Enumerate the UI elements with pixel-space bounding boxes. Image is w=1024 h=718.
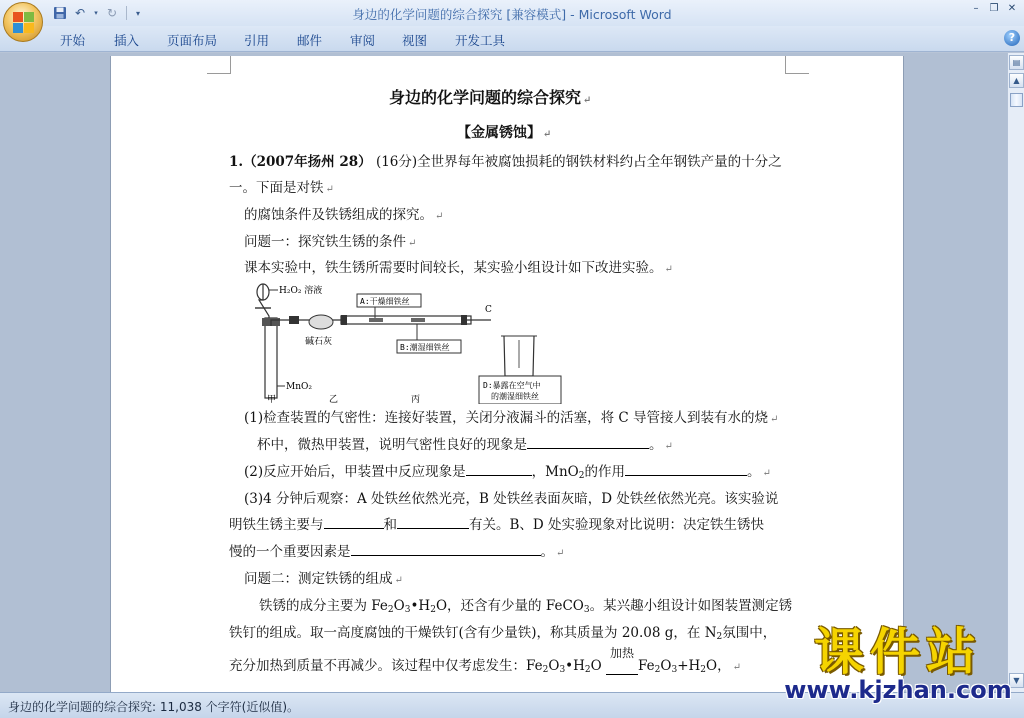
redo-icon[interactable]: ↻	[106, 6, 118, 20]
d-label-line-1: D:暴露在空气中	[483, 381, 541, 390]
ruler-toggle-icon[interactable]: ▤	[1009, 55, 1024, 70]
crop-mark	[207, 56, 231, 74]
scroll-down-icon[interactable]: ▼	[1009, 673, 1024, 688]
question-part-2: (2)反应开始后，甲装置中反应现象是 ，MnO$_2$的作用 。 ↵	[244, 464, 771, 481]
answer-blank[interactable]	[397, 516, 469, 529]
lime-label: 碱石灰	[305, 337, 333, 347]
rubber-connector	[341, 315, 347, 325]
answer-blank[interactable]	[466, 463, 532, 476]
scroll-up-icon[interactable]: ▲	[1009, 73, 1024, 88]
question-1-intro: 1.（2007年扬州 28） (16分)全世界每年被腐蚀损耗的钢铁材料约占全年钢铁产量的十分之	[229, 154, 782, 170]
restore-icon[interactable]: ❐	[989, 3, 999, 14]
document-title: 身边的化学问题的综合探究 ↵	[389, 88, 592, 107]
help-icon[interactable]: ?	[1004, 30, 1020, 46]
question-part-3: (3)4 分钟后观察：A 处铁丝依然光亮，B 处铁丝表面灰暗，D 处铁丝依然光亮。该实验说	[244, 491, 779, 507]
answer-blank[interactable]	[625, 463, 747, 476]
iron-wire-b	[411, 318, 425, 322]
bing-label: 丙	[411, 395, 421, 404]
problem-2-heading: 问题二：测定铁锈的组成 ↵	[244, 571, 403, 587]
undo-icon[interactable]: ↶	[74, 6, 86, 20]
document-page[interactable]	[110, 56, 904, 692]
scroll-thumb[interactable]	[1010, 93, 1023, 107]
tab-page-layout[interactable]: 页面布局	[167, 33, 218, 48]
h2o2-label: H₂O₂ 溶液	[279, 286, 323, 296]
status-word-count[interactable]: 身边的化学问题的综合探究: 11,038 个字符(近似值)。	[8, 700, 300, 714]
tab-developer[interactable]: 开发工具	[455, 33, 506, 48]
tab-mailings[interactable]: 邮件	[297, 33, 323, 48]
iron-wire-a	[369, 318, 383, 322]
tab-review[interactable]: 审阅	[350, 33, 376, 48]
rubber-connector	[289, 316, 299, 324]
paragraph: 的腐蚀条件及铁锈组成的探究。 ↵	[244, 207, 444, 223]
answer-blank[interactable]	[527, 436, 649, 449]
crop-mark	[785, 56, 809, 74]
b-label: B:潮湿细铁丝	[400, 343, 450, 352]
minimize-icon[interactable]: –	[973, 3, 979, 14]
ribbon-tab-bar	[0, 26, 1024, 52]
glass-tube-bing	[341, 316, 471, 324]
drying-tube-bulb	[309, 315, 333, 329]
tab-insert[interactable]: 插入	[114, 33, 140, 48]
tab-view[interactable]: 视图	[402, 33, 428, 48]
watermark-title: 课件站	[814, 623, 982, 681]
window-title: 身边的化学问题的综合探究 [兼容模式] - Microsoft Word	[352, 7, 672, 22]
paragraph: 铁钉的组成。取一高度腐蚀的干燥铁钉(含有少量铁)，称其质量为 20.08 g，在 $N_2$氛围中，	[229, 625, 777, 642]
office-button[interactable]	[3, 2, 43, 42]
question-part-3-end: 慢的一个重要因素是 。 ↵	[229, 544, 565, 560]
answer-blank[interactable]	[324, 516, 384, 529]
yi-label: 乙	[329, 395, 339, 404]
answer-blank[interactable]	[351, 543, 541, 556]
watermark	[772, 612, 1024, 718]
paragraph: 铁锈的成分主要为 $Fe_2O_3•H_2O$，还含有少量的 FeCO$_3$。某兴趣小组设计如图装置测定锈	[259, 598, 793, 615]
mno2-label: MnO₂	[286, 382, 312, 392]
office-logo-icon	[13, 12, 35, 34]
d-label-line-2: 的潮湿细铁丝	[491, 392, 539, 401]
vertical-scrollbar[interactable]	[1007, 53, 1024, 692]
problem-1-heading: 问题一：探究铁生锈的条件 ↵	[244, 234, 417, 250]
close-icon[interactable]: ✕	[1007, 3, 1017, 14]
question-part-3-cont: 明铁生锈主要与 和 有关。B、D 处实验现象对比说明：决定铁生锈快	[229, 517, 765, 533]
reaction-tube	[265, 318, 277, 398]
paragraph: 一。下面是对铁 ↵	[229, 180, 334, 196]
question-part-1: (1)检查装置的气密性：连接好装置，关闭分液漏斗的活塞，将 C 导管接人到装有水的烧 ↵	[244, 410, 779, 426]
a-label: A:干燥细铁丝	[360, 297, 410, 306]
c-label: C	[485, 305, 492, 315]
customize-icon[interactable]: ▾	[135, 8, 140, 18]
rubber-connector	[461, 315, 467, 325]
title-bar	[0, 0, 1024, 26]
tab-home[interactable]: 开始	[60, 33, 86, 48]
apparatus-diagram	[229, 278, 569, 404]
reaction-arrow: 加热	[606, 658, 638, 675]
undo-dropdown-icon[interactable]: ▾	[94, 9, 98, 17]
document-area	[0, 53, 1007, 692]
question-part-1-cont: 杯中，微热甲装置，说明气密性良好的现象是 。 ↵	[257, 437, 673, 453]
window-controls	[968, 2, 1020, 16]
tab-references[interactable]: 引用	[244, 33, 270, 48]
jia-label: 甲	[267, 395, 277, 404]
watermark-url: www.kjzhan.com	[784, 676, 1012, 704]
paragraph: 课本实验中，铁生锈所需要时间较长，某实验小组设计如下改进实验。 ↵	[244, 260, 673, 276]
section-heading: 【金属锈蚀】 ↵	[457, 125, 552, 141]
equation-line: 充分加热到质量不再减少。该过程中仅考虑发生：$Fe_2O_3•H_2O$ 加热 $Fe_2O_3+H_2O$， ↵	[229, 646, 741, 675]
